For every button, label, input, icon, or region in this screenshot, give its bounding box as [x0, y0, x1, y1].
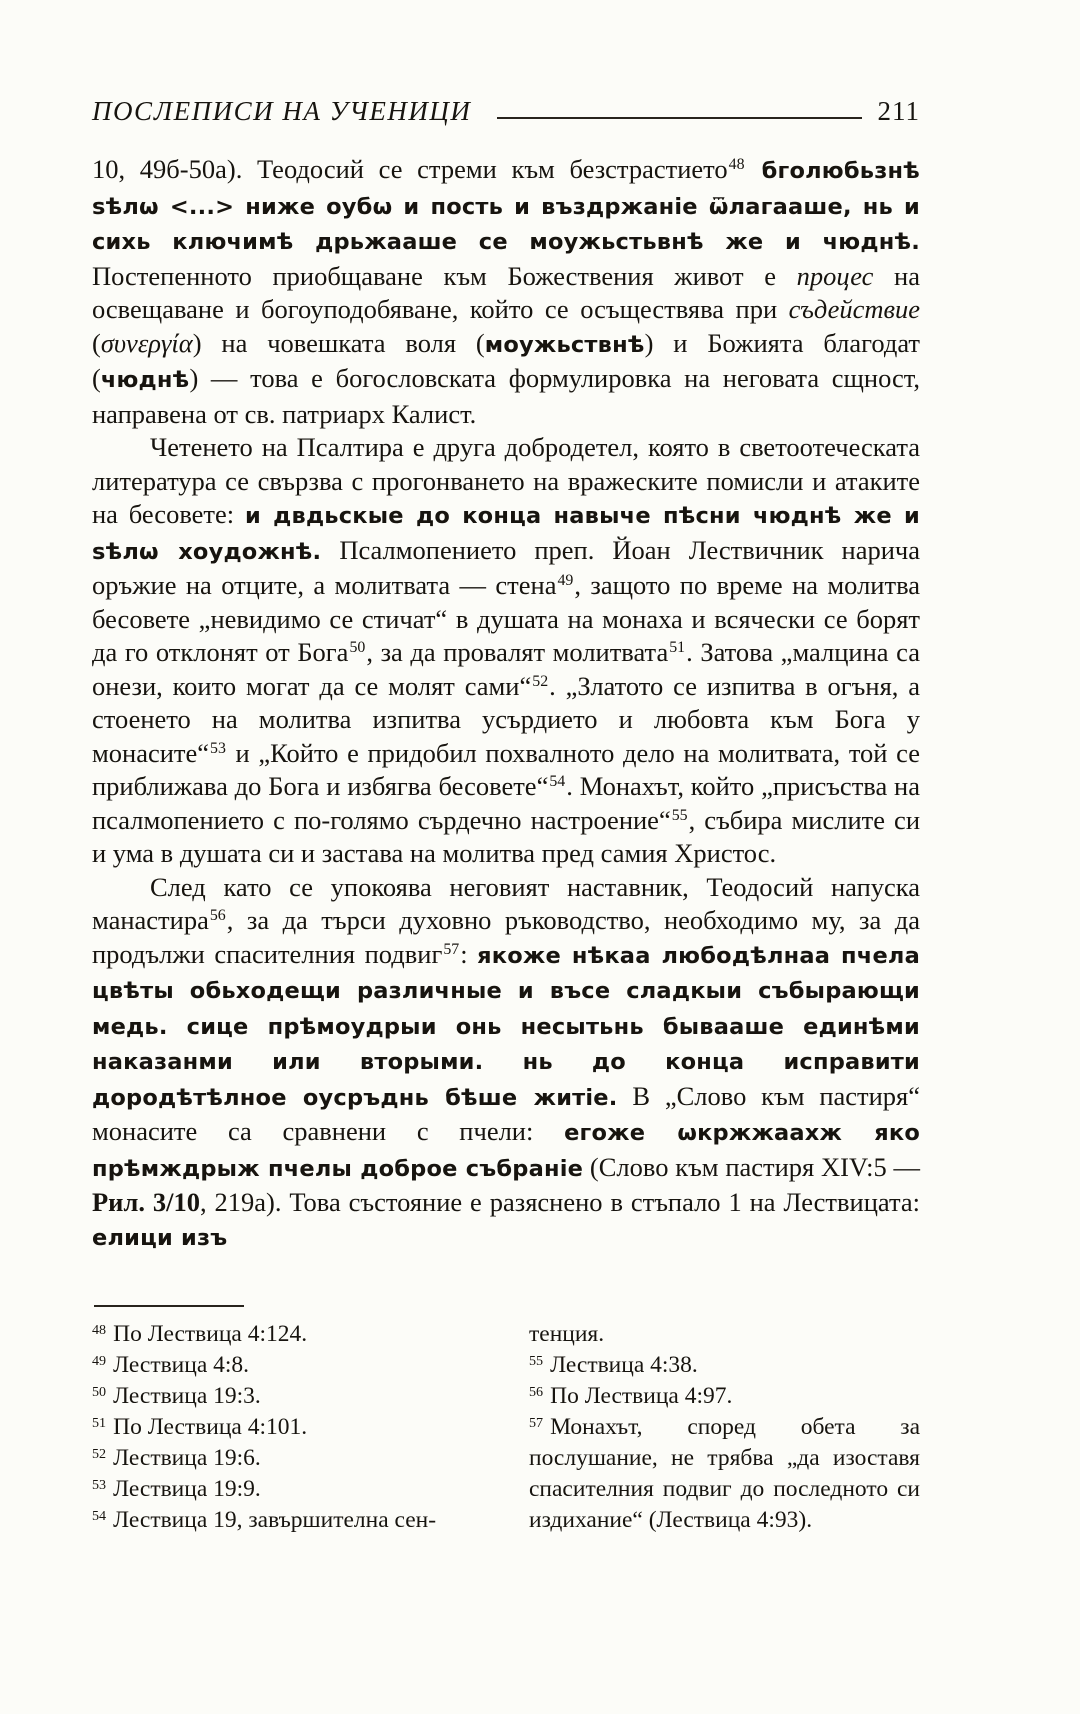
footnote-text: Монахът, според обета за послушание, не трябва „да изоставя спасителния подвиг до последното си издихание“ (Лествица 4:93).: [529, 1414, 920, 1533]
church-slavonic-run: бголюбьзнѣ ѕѣлѡ <...> ниже оубѡ и пость и въздржаніе ѿлагааше, нь и сихь ключимѣ дрьжааше се моужьстьвнѣ же и чюднѣ.: [92, 158, 920, 255]
text-run: , за да търси духовно ръководство, необходимо му, за да продължи спасителния подвиг: [92, 905, 920, 969]
italic-run: συνεργία: [100, 327, 193, 358]
church-slavonic-run: и двдьскые до конца навыче пѣсни чюднѣ же и ѕѣлѡ хоудожнѣ.: [92, 503, 920, 565]
footnote-reference: 52: [532, 672, 549, 690]
footnote: [92, 1350, 499, 1381]
paragraph: [92, 153, 920, 431]
footnote: [529, 1319, 920, 1350]
text-run: . „Златото се изпитва в огъня, а стоенето на молитва изпитва усърдието и любовта към Бога у монасите“: [92, 670, 920, 768]
church-slavonic-run: чюднѣ: [100, 367, 190, 393]
footnotes-section: [92, 1305, 920, 1536]
church-slavonic-run: якоже нѣкаа любодѣлнаа пчела цвѣты обьходещи различные и въсе сладкыи събырающи медь. сице прѣмоудрыи онь несытьнь бывааше единѣми наказанми или вторыми. нь до конца исправити дородѣтѣлное оусръднь бѣше житіе.: [92, 942, 920, 1111]
footnotes-left: [92, 1319, 529, 1536]
footnote-number: 56: [529, 1383, 544, 1400]
footnote-reference: 56: [209, 907, 226, 925]
footnote-text: Лествица 19:3.: [113, 1383, 261, 1409]
footnote-text: Лествица 19:6.: [113, 1445, 261, 1471]
footnote-number: 53: [92, 1476, 107, 1493]
footnote-text: Лествица 4:38.: [550, 1352, 698, 1378]
footnote-reference: 48: [728, 156, 745, 174]
footnote-reference: 50: [349, 639, 366, 657]
text-run: Четенето на Псалтира е друга добродетел, която в светоотеческата литература се свързва с прогонването на вражеските помисли и атаките на бесовете:: [92, 432, 920, 529]
footnote: [92, 1319, 499, 1350]
text-run: (Слово към пастиря XIV:5 —: [583, 1151, 920, 1182]
footnote: [92, 1505, 499, 1536]
footnote-number: 51: [92, 1414, 107, 1431]
church-slavonic-run: егоже ѡкржжаахж яко прѣмждрыж пчелы доброе събраніе: [92, 1120, 921, 1182]
text-run: на освещаване и богоуподобяване, който се осъществява при: [92, 260, 920, 324]
footnote-number: 55: [529, 1352, 544, 1369]
text-run: ) и Божията благодат (: [92, 327, 920, 393]
footnote-reference: 51: [669, 639, 686, 657]
text-run: (: [92, 327, 101, 358]
footnote: [529, 1350, 920, 1381]
footnote-text: По Лествица 4:124.: [113, 1321, 308, 1347]
text-run: , събира мислите си и ума в душата си и застава на молитва пред самия Христос.: [92, 804, 921, 868]
text-run: . Монахът, който „присъства на псалмопението с по-голямо сърдечно настроение“: [92, 771, 920, 835]
header-rule: [497, 117, 861, 119]
footnote-number: 50: [92, 1383, 107, 1400]
footnote-text: Лествица 4:8.: [113, 1352, 250, 1378]
footnote-reference: 53: [210, 739, 226, 757]
footnote: [92, 1412, 499, 1443]
text-run: Постепенното приобщаване към Божествения живот е: [92, 260, 797, 291]
footnote-number: 48: [92, 1321, 107, 1338]
footnote: [92, 1443, 499, 1474]
body-paragraphs: [92, 153, 920, 1255]
footnote-reference: 54: [549, 773, 566, 791]
text-run: Псалмопението преп. Йоан Лествичник нарича оръжие на отците, а молитвата — стена: [92, 534, 920, 600]
footnote-text: Лествица 19:9.: [113, 1476, 261, 1502]
footnote-number: 49: [92, 1352, 107, 1369]
footnote-number: 57: [529, 1414, 544, 1431]
text-run: ) на човешката воля (: [192, 327, 485, 358]
footnote-reference: 57: [443, 940, 460, 958]
footnotes-right: [529, 1319, 920, 1536]
text-run: След като се упокоява неговият наставник, Теодосий напуска манастира: [92, 871, 920, 935]
footnote-number: 52: [92, 1445, 107, 1462]
footnote-text: По Лествица 4:97.: [550, 1383, 733, 1409]
running-header-title: ПОСЛЕПИСИ НА УЧЕНИЦИ: [92, 96, 472, 126]
running-header: [92, 96, 920, 127]
footnote-text: Лествица 19, завършителна сен-: [113, 1507, 437, 1533]
footnote-separator-rule: [94, 1305, 244, 1307]
footnote-reference: 55: [671, 806, 688, 824]
text-run: ) — това е богословската формулировка на неговата сщност, направена от св. патриарх Калист.: [92, 363, 920, 429]
text-run: . Затова „малцина са онези, които могат да се молят сами“: [92, 637, 920, 701]
paragraph: [92, 871, 920, 1256]
text-run: , 219а). Това състояние е разяснено в стъпало 1 на Лествицата:: [199, 1187, 920, 1217]
italic-run: процес: [796, 260, 874, 291]
bold-run: Рил. 3/10: [92, 1187, 200, 1217]
text-run: В „Слово към пастиря“ монасите са сравнени с пчели:: [92, 1080, 920, 1146]
text-run: , защото по време на молитва бесовете „невидимо се стичат“ в душата на монаха и всячески се борят да го отклонят от Бога: [92, 570, 920, 667]
footnote-number: 54: [92, 1507, 107, 1524]
footnote-text: По Лествица 4:101.: [113, 1414, 308, 1440]
footnote-columns: [92, 1319, 920, 1536]
church-slavonic-run: елици изъ: [92, 1224, 228, 1251]
text-run: 10, 49б-50а). Теодосий се стреми към безстрастието: [92, 154, 728, 184]
church-slavonic-run: моужьствнѣ: [484, 331, 645, 358]
page-number: 211: [877, 96, 920, 126]
footnote: [92, 1381, 499, 1412]
footnote: [529, 1381, 920, 1412]
footnote: [529, 1412, 920, 1536]
text-run: и „Който е придобил похвалното дело на молитвата, той се приближава до Бога и избягва бесовете“: [92, 737, 920, 801]
page-content: [92, 96, 920, 1536]
text-run: :: [460, 938, 478, 969]
footnote: [92, 1474, 499, 1505]
footnote-text: тенция.: [529, 1321, 605, 1347]
footnote-reference: 49: [557, 572, 574, 590]
italic-run: съдействие: [788, 294, 920, 324]
paragraph: [92, 431, 920, 871]
text-run: , за да провалят молитвата: [366, 637, 669, 667]
